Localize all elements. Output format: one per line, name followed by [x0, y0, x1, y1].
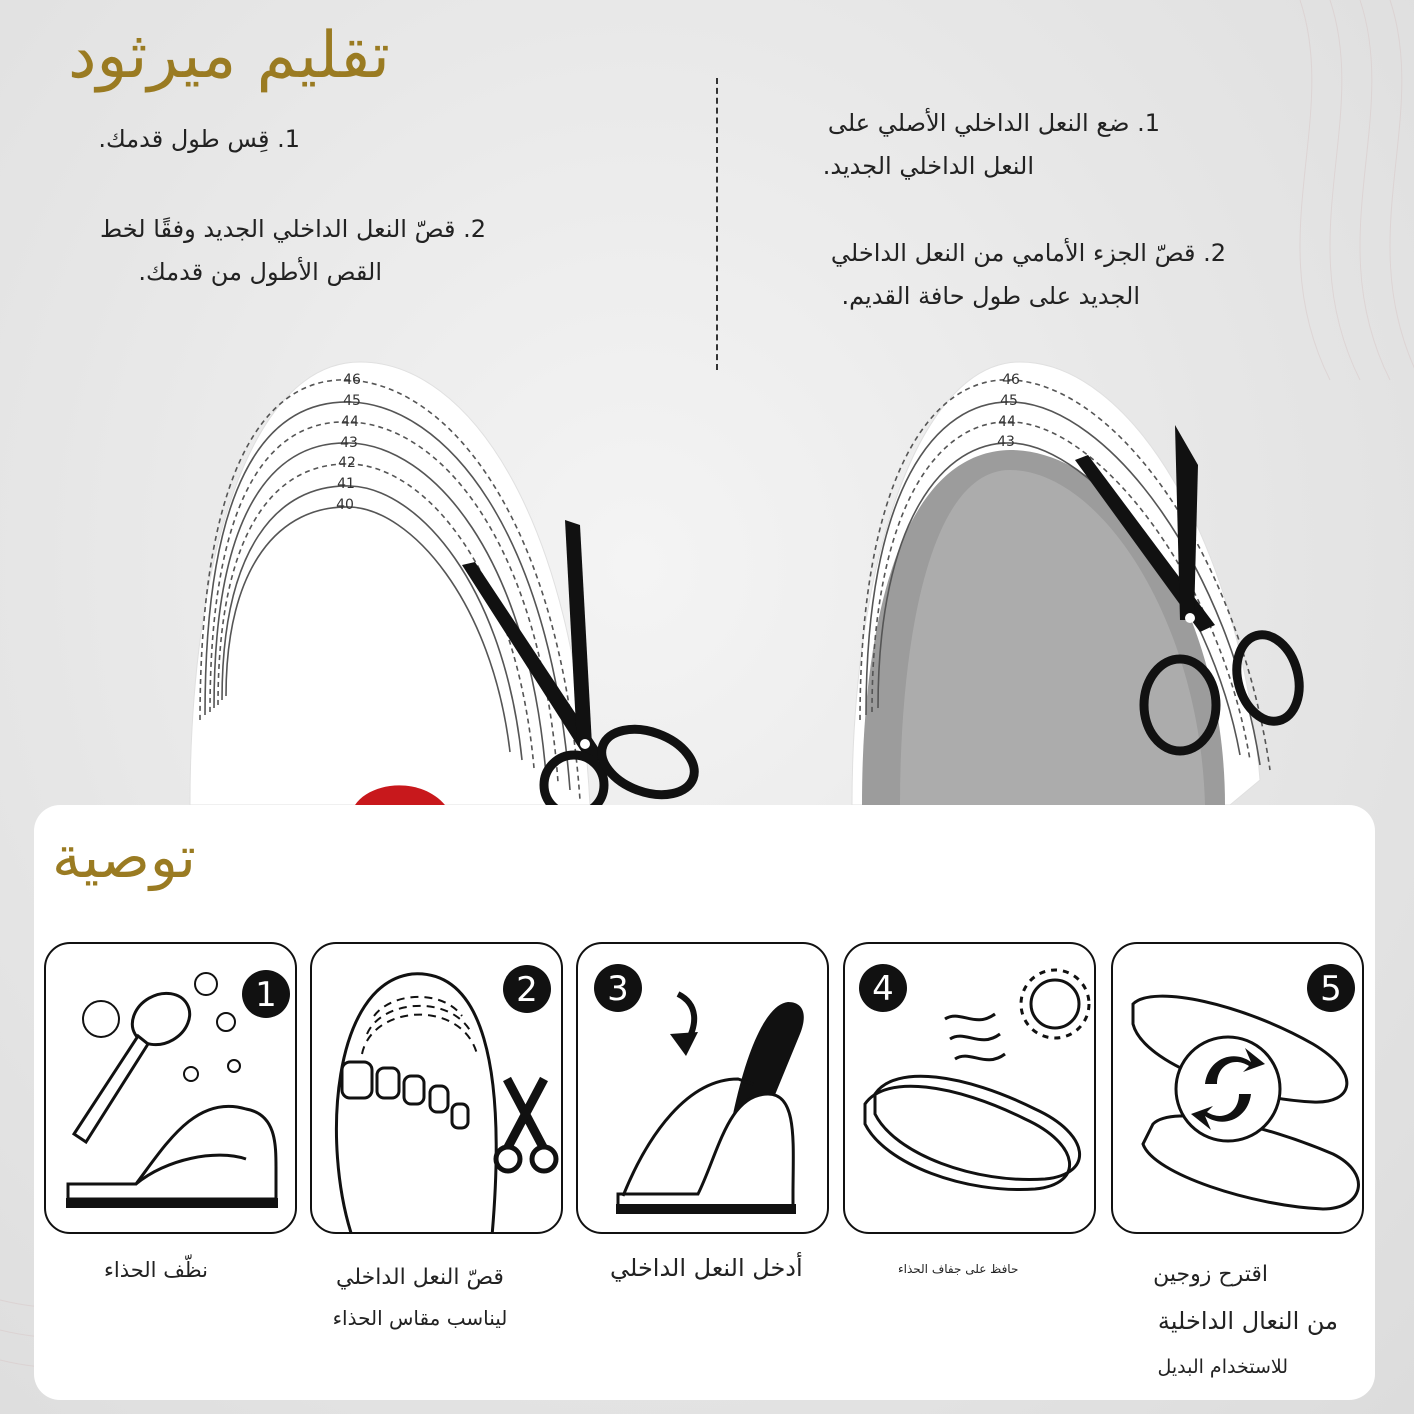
alternate-pairs-icon — [1113, 944, 1364, 1234]
page-title: تقليم ميرثود — [68, 19, 390, 93]
caption-line: حافظ على جفاف الحذاء — [898, 1262, 1019, 1276]
insole-illustrations — [0, 350, 1414, 810]
size-label: 40 — [336, 497, 354, 513]
left-step-2-line2: القص الأطول من قدمك. — [138, 258, 382, 286]
caption-clean-shoe — [104, 1258, 208, 1282]
size-label: 46 — [343, 372, 361, 388]
caption-line: من النعال الداخلية — [1157, 1307, 1338, 1335]
caption-keep-dry — [898, 1262, 1018, 1276]
size-label: 43 — [997, 434, 1015, 450]
wind-icon — [945, 1014, 1005, 1060]
right-step-1-line2: النعل الداخلي الجديد. — [822, 152, 1034, 180]
caption-alternate-pairs — [1128, 1252, 1338, 1390]
caption-line: أدخل النعل الداخلي — [610, 1254, 803, 1282]
size-label: 44 — [998, 414, 1016, 430]
keep-dry-icon — [845, 944, 1096, 1234]
caption-trim-insole — [320, 1258, 520, 1338]
left-insole — [190, 362, 590, 805]
svg-text:2: 2 — [516, 970, 538, 1010]
caption-line: قصّ النعل الداخلي — [336, 1265, 504, 1290]
caption-line: اقترح زوجين — [1153, 1262, 1268, 1287]
right-step-1-line1: 1. ضع النعل الداخلي الأصلي على — [827, 109, 1160, 137]
left-step-1-text: 1. قِس طول قدمك. — [98, 125, 300, 153]
size-label: 42 — [338, 455, 356, 471]
size-label: 45 — [1000, 393, 1018, 409]
svg-text:4: 4 — [872, 969, 894, 1009]
section-divider — [716, 78, 718, 370]
caption-line: نظّف الحذاء — [104, 1258, 209, 1282]
right-step-2 — [774, 232, 1226, 318]
sun-icon — [1021, 970, 1089, 1038]
caption-line: للاستخدام البديل — [1157, 1356, 1288, 1378]
svg-text:1: 1 — [255, 975, 277, 1015]
left-step-1 — [80, 118, 300, 161]
step-panel-insert-insole — [576, 942, 829, 1234]
svg-text:5: 5 — [1320, 969, 1342, 1009]
swap-icon — [1176, 1037, 1280, 1141]
step-panel-trim-insole — [310, 942, 563, 1234]
caption-insert-insole — [610, 1254, 803, 1282]
size-label: 43 — [340, 435, 358, 451]
clean-shoe-icon — [46, 944, 297, 1234]
size-label: 45 — [343, 393, 361, 409]
left-step-2 — [78, 208, 486, 294]
recommendation-title: توصية — [52, 823, 196, 891]
step-panel-alternate-pairs — [1111, 942, 1364, 1234]
caption-line: ليناسب مقاس الحذاء — [332, 1306, 508, 1330]
right-step-1 — [776, 102, 1160, 188]
right-step-2-line1: 2. قصّ الجزء الأمامي من النعل الداخلي — [830, 239, 1226, 267]
svg-text:3: 3 — [607, 969, 629, 1009]
scissors-icon — [496, 1079, 556, 1171]
size-label: 46 — [1002, 372, 1020, 388]
size-label: 41 — [337, 476, 355, 492]
step-panel-clean-shoe — [44, 942, 297, 1234]
size-label: 44 — [341, 414, 359, 430]
trim-insole-icon — [312, 944, 563, 1234]
step-panel-keep-dry — [843, 942, 1096, 1234]
insert-insole-icon — [578, 944, 829, 1234]
right-step-2-line2: الجديد على طول حافة القديم. — [841, 282, 1140, 310]
left-step-2-line1: 2. قصّ النعل الداخلي الجديد وفقًا لخط — [99, 215, 486, 243]
